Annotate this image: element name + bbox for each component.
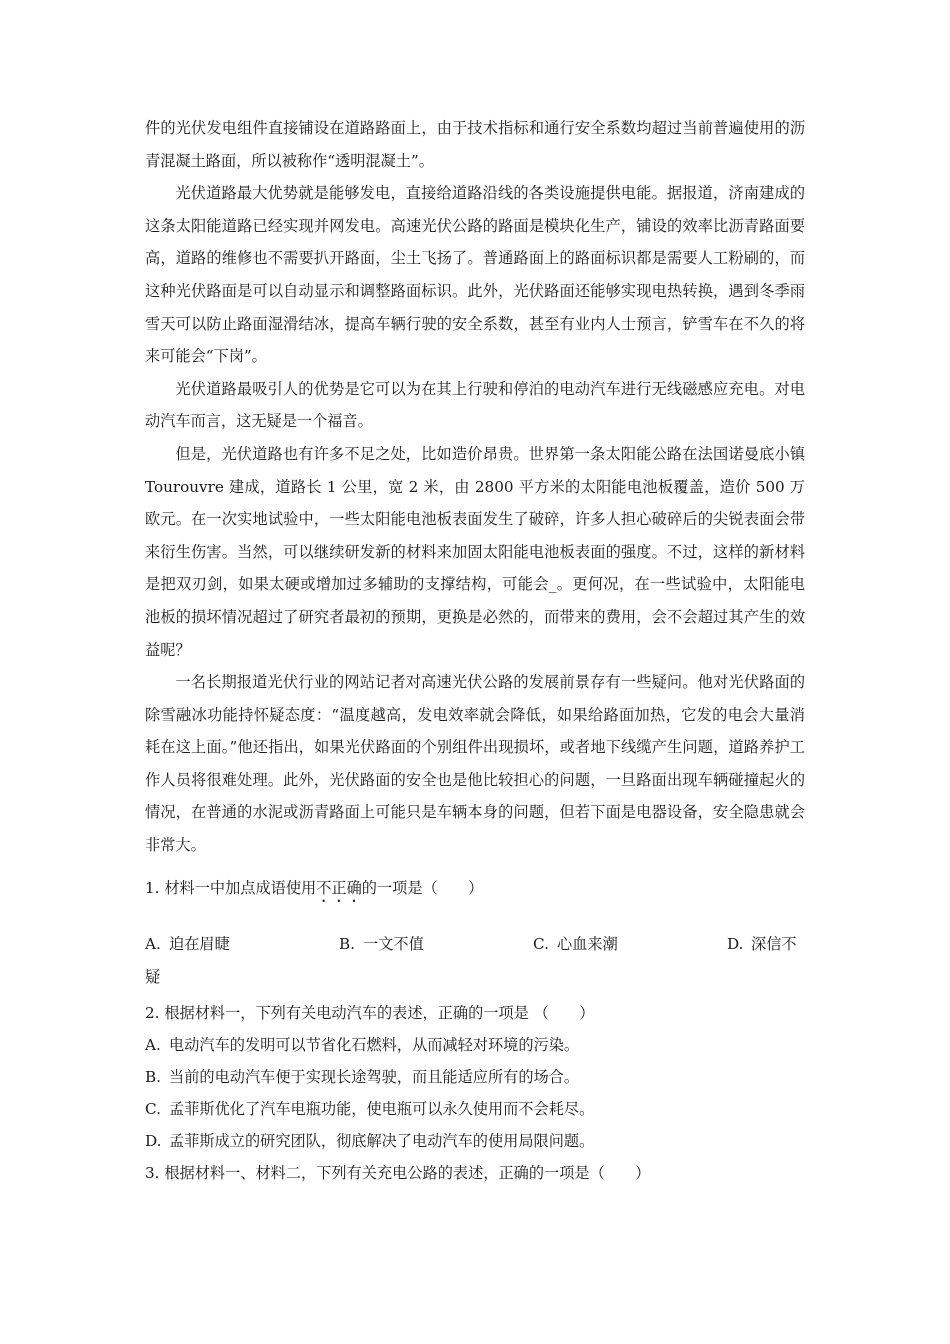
paragraph-5: 一名长期报道光伏行业的网站记者对高速光伏公路的发展前景存有一些疑问。他对光伏路面的除雪融冰功能持怀疑态度：“温度越高，发电效率就会降低，如果给路面加热，它发的电会大量消耗在这上面。”他还指出，如果光伏路面的个别组件出现损坏，或者地下线缆产生问题，道路养护工作人员将很难处理。此外，光伏路面的安全也是他比较担心的问题，一旦路面出现车辆碰撞起火的情况，在普通的水泥或沥青路面上可能只是车辆本身的问题，但若下面是电器设备，安全隐患就会非常大。 [145,673,805,855]
option-a[interactable]: A. 迫在眉睫 [145,934,230,953]
question-2 [145,1003,805,1151]
paragraph-1: 件的光伏发电组件直接铺设在道路路面上，由于技术指标和通行安全系数均超过当前普遍使用的沥青混凝土路面，所以被称作“透明混凝土”。 [145,119,805,170]
paragraph-3: 光伏道路最吸引人的优势是它可以为在其上行驶和停泊的电动汽车进行无线磁感应充电。对电动汽车而言，这无疑是一个福音。 [145,379,805,431]
question-number: 1. [145,878,160,897]
paragraph-2: 光伏道路最大优势就是能够发电，直接给道路沿线的各类设施提供电能。据报道，济南建成的这条太阳能道路已经实现并网发电。高速光伏公路的路面是模块化生产，铺设的效率比沥青路面要高，道路的维修也不需要扒开路面，尘土飞扬了。普通路面上的路面标识都是需要人工粉刷的，而这种光伏路面是可以自动显示和调整路面标识。此外，光伏路面还能够实现电热转换，遇到冬季雨雪天可以防止路面湿滑结冰，提高车辆行驶的安全系数，甚至有业内人士预言，铲雪车在不久的将来可能会“下岗”。 [145,184,805,366]
option-d[interactable]: D. 深信不 [727,934,797,953]
question-1 [145,878,805,989]
options-row [145,933,805,957]
question-number: 2. [145,1003,160,1022]
question-3 [145,1163,805,1183]
question-stem: 根据材料一、材料二，下列有关充电公路的表述，正确的一项是（ ） [164,1163,651,1182]
option-d-wrap: 疑 [145,967,161,986]
question-stem-after: 的一项是（ ） [361,878,484,897]
question-number: 3. [145,1163,160,1182]
document-page [145,112,805,1183]
question-stem-before: 材料一中加点成语使用 [164,878,317,897]
option-b[interactable]: B. 当前的电动汽车便于实现长途驾驶，而且能适应所有的场合。 [145,1067,580,1086]
paragraph-4: 但是，光伏道路也有许多不足之处，比如造价昂贵。世界第一条太阳能公路在法国诺曼底小镇 Tourouvre 建成，道路长 1 公里，宽 2 米，由 2800 平方米的太阳能电池板覆盖，造价 500 万欧元。在一次实地试验中，一些太阳能电池板表面发生了破碎，许多人担心破碎后的尖锐表面会带来衍生伤害。当然，可以继续研发新的材料来加固太阳能电池板表面的强度。不过，这样的新材料是把双刃剑，如果太硬或增加过多辅助的支撑结构，可能会_。更何况，在一些试验中，太阳能电池板的损坏情况超过了研究者最初的预期，更换是必然的，而带来的费用，会不会超过其产生的效益呢？ [145,444,805,659]
dotted-emphasis: 不正确 [316,878,362,897]
option-c[interactable]: C. 心血来潮 [533,934,618,953]
option-b[interactable]: B. 一文不值 [339,934,424,953]
question-stem: 根据材料一，下列有关电动汽车的表述，正确的一项是 （ ） [164,1003,595,1022]
option-c[interactable]: C. 孟菲斯优化了汽车电瓶功能，使电瓶可以永久使用而不会耗尽。 [145,1099,595,1118]
option-d[interactable]: D. 孟菲斯成立的研究团队，彻底解决了电动汽车的使用局限问题。 [145,1131,595,1150]
option-a[interactable]: A. 电动汽车的发明可以节省化石燃料，从而减轻对环境的污染。 [145,1035,580,1054]
